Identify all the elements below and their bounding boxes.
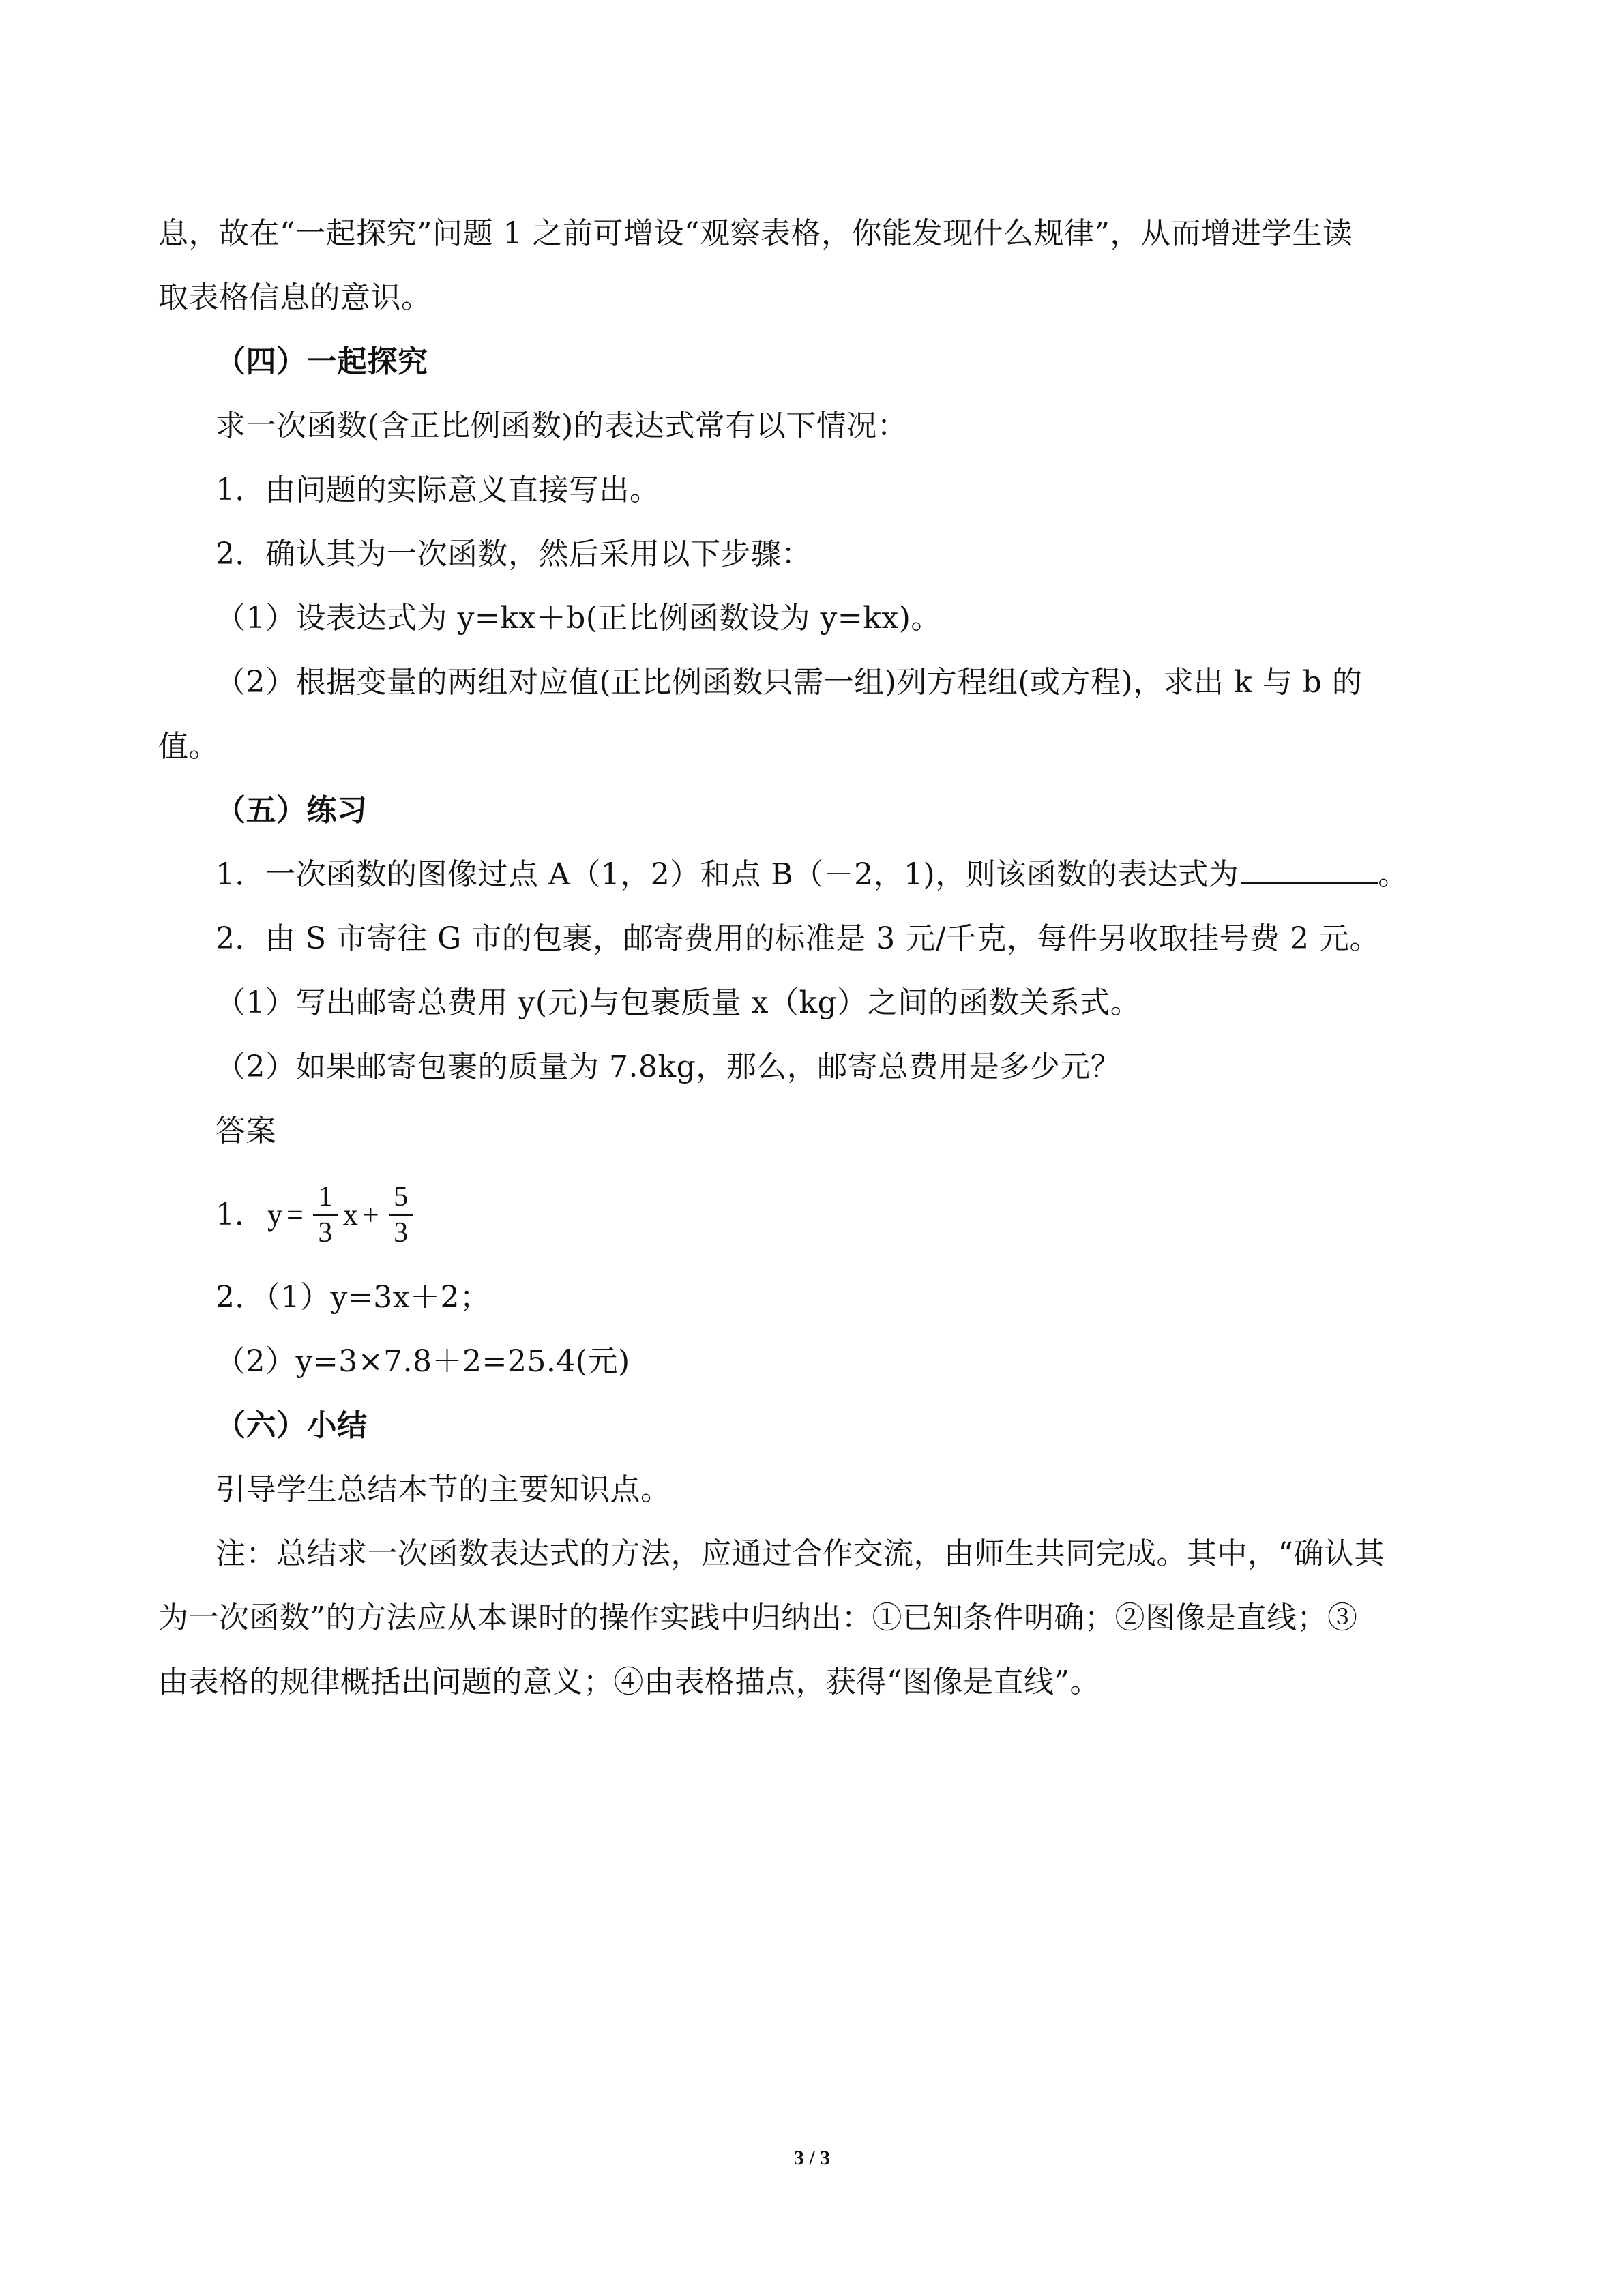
answer-formula-line (158, 1163, 1468, 1266)
answer-heading: 答案 (216, 1114, 276, 1148)
section-heading: （六）小结 (216, 1408, 368, 1443)
paragraph-line: 值。 (158, 729, 219, 764)
answer-line: （2）y=3×7.8＋2=25.4(元) (216, 1344, 630, 1379)
paragraph-line: 取表格信息的意识。 (158, 280, 432, 315)
linear-function-formula (267, 1163, 419, 1266)
fraction-five-thirds (389, 1180, 413, 1250)
fraction-denominator: 3 (394, 1217, 409, 1249)
answer-number: 1． (216, 1197, 265, 1232)
exercise-subitem: （1）写出邮寄总费用 y(元)与包裹质量 x（kg）之间的函数关系式。 (216, 985, 1141, 1020)
document-body (158, 202, 1468, 1714)
formula-y: y (267, 1197, 282, 1232)
fraction-one-third (313, 1180, 338, 1250)
paragraph-line: 求一次函数(含正比例函数)的表达式常有以下情况： (216, 408, 908, 443)
exercise-end: 。 (1378, 857, 1408, 892)
formula-plus: + (361, 1197, 379, 1232)
paragraph-line: 息，故在“一起探究”问题 1 之前可增设“观察表格，你能发现什么规律”，从而增进学生读 (158, 216, 1353, 251)
list-item: （1）设表达式为 y=kx＋b(正比例函数设为 y=kx)。 (216, 601, 941, 636)
note-line: 为一次函数”的方法应从本课时的操作实践中归纳出：①已知条件明确；②图像是直线；③ (158, 1600, 1358, 1635)
paragraph-line: 引导学生总结本节的主要知识点。 (216, 1472, 671, 1507)
formula-x: x (342, 1197, 358, 1232)
exercise-text: 1．一次函数的图像过点 A（1，2）和点 B（－2，1)，则该函数的表达式为 (216, 857, 1239, 892)
fraction-numerator: 1 (318, 1180, 333, 1212)
list-item: 2．确认其为一次函数，然后采用以下步骤： (216, 537, 812, 571)
answer-blank (1241, 852, 1378, 884)
exercise-subitem: （2）如果邮寄包裹的质量为 7.8kg，那么，邮寄总费用是多少元？ (216, 1049, 1121, 1084)
section-heading: （四）一起探究 (216, 344, 428, 379)
section-heading: （五）练习 (216, 793, 368, 828)
note-line: 注：总结求一次函数表达式的方法，应通过合作交流，由师生共同完成。其中，“确认其 (216, 1536, 1385, 1571)
formula-equals: = (286, 1197, 304, 1232)
fraction-numerator: 5 (394, 1180, 409, 1212)
exercise-item: 2．由 S 市寄往 G 市的包裹，邮寄费用的标准是 3 元/千克，每件另收取挂号费 2 元。 (216, 921, 1380, 956)
answer-line: 2．（1）y=3x＋2； (216, 1280, 490, 1315)
exercise-item (158, 843, 1468, 907)
fraction-denominator: 3 (318, 1217, 333, 1249)
list-item: 1．由问题的实际意义直接写出。 (216, 473, 660, 507)
note-line: 由表格的规律概括出问题的意义；④由表格描点，获得“图像是直线”。 (158, 1665, 1100, 1699)
list-item: （2）根据变量的两组对应值(正比例函数只需一组)列方程组(或方程)，求出 k 与 b 的 (216, 665, 1363, 700)
page-number: 3 / 3 (793, 2147, 831, 2169)
